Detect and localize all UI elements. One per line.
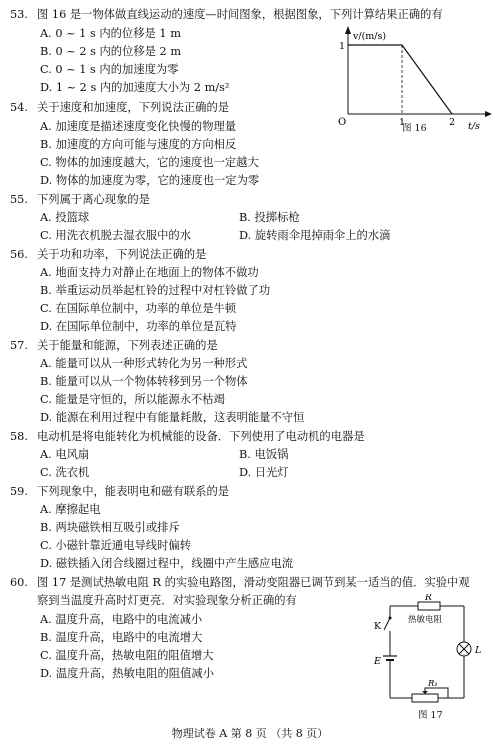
figure-16-caption: 图 16 — [402, 123, 427, 134]
question-stem: 60. 图 17 是测试热敏电阻 R 的实验电路图，滑动变阻器已调节到某一适当的值．实验中观 — [10, 576, 470, 589]
option-a: A. 加速度是描述速度变化快慢的物理量 — [40, 120, 237, 133]
option-d: D. 旋转雨伞甩掉雨伞上的水滴 — [239, 229, 391, 242]
t-axis-label: t/s — [468, 121, 480, 132]
option-d: D. 物体的加速度为零，它的速度也一定为零 — [40, 174, 260, 187]
question-stem: 54. 关于速度和加速度，下列说法正确的是 — [10, 101, 230, 114]
question-stem: 56. 关于功和功率，下列说法正确的是 — [10, 248, 207, 261]
option-b: B. 投掷标枪 — [239, 211, 300, 224]
figure-17-caption: 图 17 — [418, 710, 443, 721]
v-axis-label: v/(m/s) — [353, 31, 387, 42]
option-c: C. 物体的加速度越大，它的速度也一定越大 — [40, 156, 259, 169]
option-a: A. 投篮球 — [40, 211, 90, 224]
option-b: B. 能量可以从一个物体转移到另一个物体 — [40, 375, 248, 388]
option-b: B. 温度升高，电路中的电流增大 — [40, 631, 203, 644]
rheostat-symbol — [412, 694, 438, 702]
v-axis-arrow — [345, 26, 351, 34]
option-b: B. 两块磁铁相互吸引或排斥 — [40, 521, 180, 534]
velocity-line — [348, 45, 452, 114]
option-c: C. 用洗衣机脱去湿衣服中的水 — [40, 229, 191, 242]
label-l: L — [475, 645, 482, 656]
question-stem: 53. 图 16 是一物体做直线运动的速度—时间图象，根据图象，下列计算结果正确的有 — [10, 8, 443, 21]
option-b: B. 加速度的方向可能与速度的方向相反 — [40, 138, 237, 151]
option-d: D. 温度升高，热敏电阻的阻值减小 — [40, 667, 214, 680]
option-c: C. 洗衣机 — [40, 466, 90, 479]
t-tick-2: 2 — [449, 117, 456, 128]
option-a: A. 地面支持力对静止在地面上的物体不做功 — [40, 266, 259, 279]
option-d: D. 1 ~ 2 s 内的加速度大小为 2 m/s² — [40, 81, 230, 94]
switch-pivot — [389, 617, 392, 620]
label-r1: R₁ — [428, 679, 438, 689]
label-r: R — [425, 594, 432, 603]
label-e: E — [374, 656, 381, 667]
figure-17-circuit — [368, 594, 488, 714]
option-c: C. 小磁针靠近通电导线时偏转 — [40, 539, 191, 552]
option-d: D. 磁铁插入闭合线圈过程中，线圈中产生感应电流 — [40, 557, 294, 570]
question-stem: 59. 下列现象中，能表明电和磁有联系的是 — [10, 485, 230, 498]
option-a: A. 电风扇 — [40, 448, 90, 461]
question-stem: 57. 关于能量和能源，下列表述正确的是 — [10, 339, 218, 352]
question-stem: 58. 电动机是将电能转化为机械能的设备．下列使用了电动机的电器是 — [10, 430, 365, 443]
option-a: A. 能量可以从一种形式转化为另一种形式 — [40, 357, 248, 370]
option-b: B. 举重运动员举起杠铃的过程中对杠铃做了功 — [40, 284, 271, 297]
question-stem: 55. 下列属于离心现象的是 — [10, 193, 150, 206]
option-a: A. 0 ~ 1 s 内的位移是 1 m — [40, 27, 181, 40]
figure-16-vt-graph — [335, 26, 495, 136]
option-d: D. 在国际单位制中，功率的单位是瓦特 — [40, 320, 237, 333]
t-tick-1: 1 — [399, 117, 406, 128]
option-d: D. 能源在利用过程中有能量耗散，这表明能量不守恒 — [40, 411, 305, 424]
option-c: C. 能量是守恒的，所以能源永不枯竭 — [40, 393, 225, 406]
label-thermistor: 热敏电阻 — [408, 615, 443, 625]
label-k: K — [374, 621, 382, 632]
option-b: B. 电饭锅 — [239, 448, 289, 461]
option-d: D. 日光灯 — [239, 466, 289, 479]
question-stem-continued: 察到当温度升高时灯更亮．对实验现象分析正确的有 — [37, 594, 297, 607]
option-a: A. 温度升高，电路中的电流减小 — [40, 613, 203, 626]
option-c: C. 在国际单位制中，功率的单位是牛顿 — [40, 302, 237, 315]
switch-blade — [384, 618, 390, 630]
t-axis-arrow — [485, 111, 492, 117]
page-footer: 物理试卷 A 第 8 页 （共 8 页） — [171, 727, 329, 740]
option-a: A. 摩擦起电 — [40, 503, 101, 516]
v-tick-1: 1 — [339, 41, 346, 52]
option-b: B. 0 ~ 2 s 内的位移是 2 m — [40, 45, 182, 58]
option-c: C. 0 ~ 1 s 内的加速度为零 — [40, 63, 179, 76]
thermistor-symbol — [418, 602, 440, 610]
option-c: C. 温度升高，热敏电阻的阻值增大 — [40, 649, 214, 662]
origin-label: O — [338, 117, 347, 128]
